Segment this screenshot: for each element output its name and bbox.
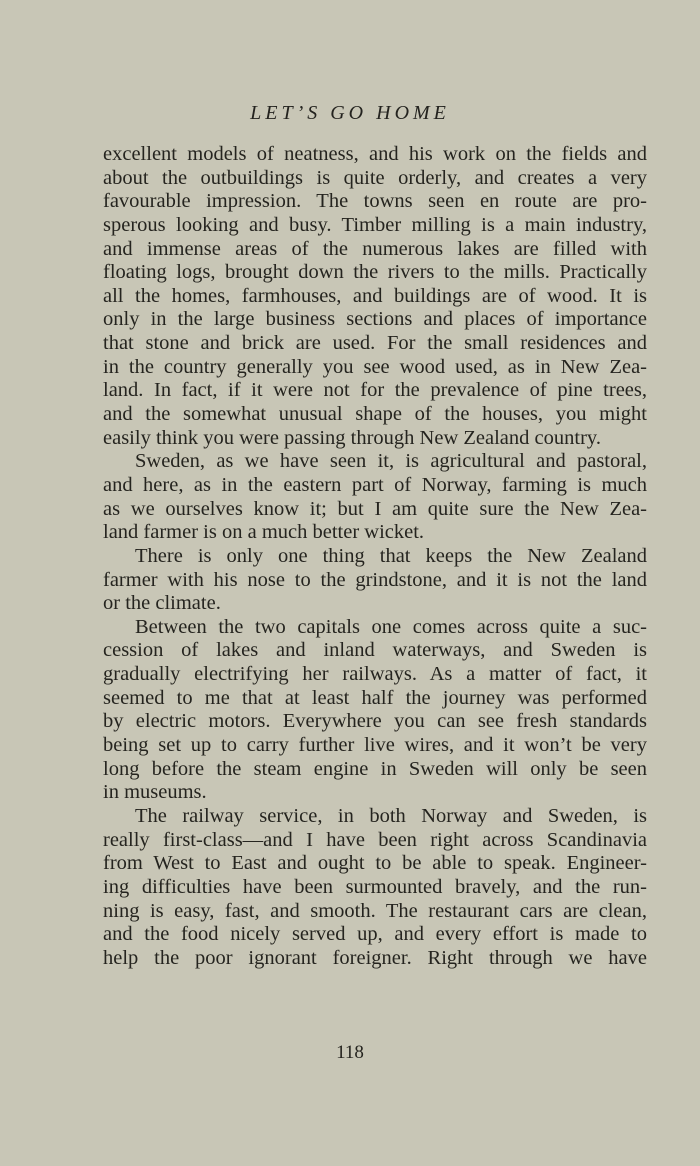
text-line: being set up to carry further live wires, and it won’t be very (103, 734, 647, 757)
text-line: and the somewhat unusual shape of the houses, you might (103, 403, 647, 426)
text-line: land farmer is on a much better wicket. (103, 521, 425, 544)
running-header: LET’S GO HOME (250, 102, 450, 124)
text-line: by electric motors. Everywhere you can see fresh standards (103, 710, 647, 733)
text-line: and here, as in the eastern part of Norway, farming is much (103, 473, 647, 496)
text-line: really first-class—and I have been right across Scandinavia (103, 828, 647, 851)
text-line: farmer with his nose to the grindstone, and it is not the land (103, 568, 647, 591)
text-line: all the homes, farmhouses, and buildings are of wood. It is (103, 284, 647, 307)
text-line: or the climate. (103, 592, 221, 615)
text-line: only in the large business sections and places of importance (103, 308, 647, 331)
text-line: seemed to me that at least half the journey was performed (103, 686, 647, 709)
text-line: and the food nicely served up, and every effort is made to (103, 923, 647, 946)
text-line: There is only one thing that keeps the New Zealand (135, 544, 647, 567)
text-line: from West to East and ought to be able to speak. Engineer- (103, 852, 647, 875)
text-line: and immense areas of the numerous lakes are filled with (103, 237, 647, 260)
text-line: long before the steam engine in Sweden will only be seen (103, 757, 647, 780)
text-line: cession of lakes and inland waterways, and Sweden is (103, 639, 647, 662)
text-line: favourable impression. The towns seen en route are pro- (103, 190, 647, 213)
text-line: help the poor ignorant foreigner. Right through we have (103, 946, 647, 969)
text-line: that stone and brick are used. For the small residences and (103, 332, 647, 355)
body-text (103, 143, 647, 970)
page-number: 118 (336, 1042, 364, 1063)
text-line: easily think you were passing through New Zealand country. (103, 426, 601, 449)
text-line: excellent models of neatness, and his work on the fields and (103, 143, 647, 165)
text-line: The railway service, in both Norway and Sweden, is (135, 804, 647, 827)
text-line: gradually electrifying her railways. As a matter of fact, it (103, 663, 647, 686)
text-line: Between the two capitals one comes across quite a suc- (135, 615, 647, 638)
text-line: floating logs, brought down the rivers to the mills. Practically (103, 261, 647, 284)
text-line: as we ourselves know it; but I am quite sure the New Zea- (103, 497, 647, 520)
text-line: Sweden, as we have seen it, is agricultural and pastoral, (135, 450, 647, 473)
text-line: in museums. (103, 781, 207, 804)
text-line: about the outbuildings is quite orderly, and creates a very (103, 166, 647, 189)
text-line: in the country generally you see wood used, as in New Zea- (103, 355, 647, 378)
text-line: land. In fact, if it were not for the prevalence of pine trees, (103, 379, 647, 402)
text-line: ing difficulties have been surmounted bravely, and the run- (103, 875, 647, 898)
text-line: sperous looking and busy. Timber milling is a main industry, (103, 213, 647, 236)
text-line: ning is easy, fast, and smooth. The restaurant cars are clean, (103, 899, 647, 922)
